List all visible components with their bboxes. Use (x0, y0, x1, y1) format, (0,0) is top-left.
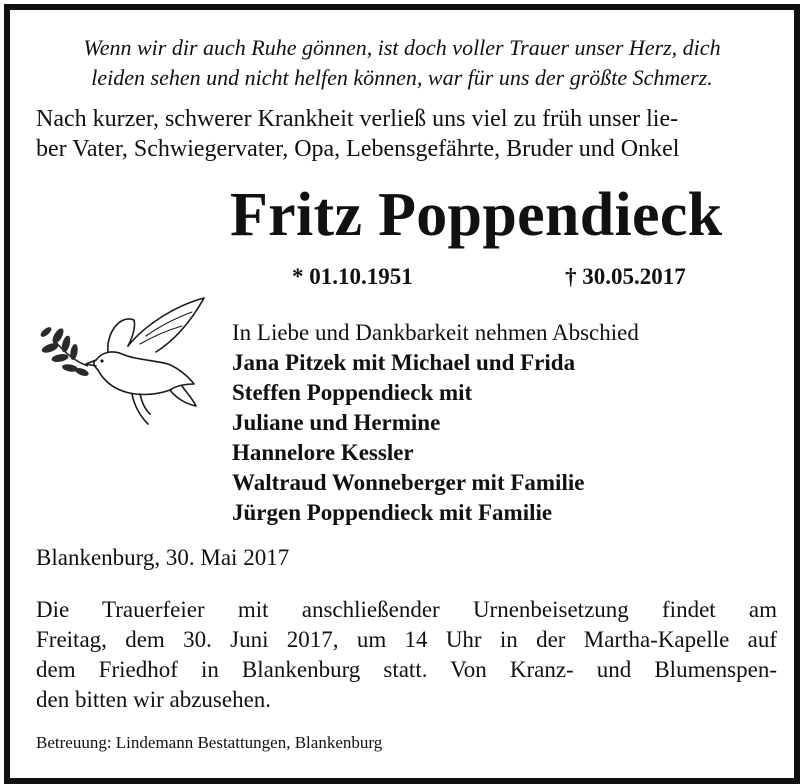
mourner-line: Hannelore Kessler (232, 440, 414, 465)
intro-line-1: Nach kurzer, schwerer Krankheit verließ uns viel zu früh unser lie- (36, 106, 679, 132)
funeral-service-info (36, 595, 777, 715)
service-line: den bitten wir abzusehen. (36, 687, 272, 712)
mourner-line: Jürgen Poppendieck mit Familie (232, 500, 553, 525)
mourner-line: Steffen Poppendieck mit (232, 380, 473, 405)
quote-line-2: leiden sehen und nicht helfen können, war für uns der größte Schmerz. (91, 65, 713, 90)
mourner-line: Jana Pitzek mit Michael und Frida (232, 350, 576, 375)
deceased-name: Fritz Poppendieck (230, 181, 723, 249)
mourners-heading: In Liebe und Dankbarkeit nehmen Abschied (232, 320, 639, 345)
service-line: dem Friedhof in Blankenburg statt. Von Kranz- und Blumenspen- (36, 657, 777, 682)
intro-line-2: ber Vater, Schwiegervater, Opa, Lebensgefährte, Bruder und Onkel (36, 136, 680, 162)
service-line: Die Trauerfeier mit anschließender Urnenbeisetzung findet am (36, 597, 777, 622)
obituary-frame (4, 4, 800, 784)
death-date: † 30.05.2017 (565, 264, 686, 289)
mourners-block (232, 318, 792, 528)
quote-line-1: Wenn wir dir auch Ruhe gönnen, ist doch voller Trauer unser Herz, dich (83, 35, 721, 60)
dove-with-olive-branch-icon (36, 286, 216, 436)
mourner-line: Juliane und Hermine (232, 410, 441, 435)
birth-date: * 01.10.1951 (292, 264, 413, 289)
funeral-home-credit: Betreuung: Lindemann Bestattungen, Blankenburg (36, 733, 383, 752)
service-line: Freitag, dem 30. Juni 2017, um 14 Uhr in der Martha-Kapelle auf (36, 627, 777, 652)
mourner-line: Waltraud Wonneberger mit Familie (232, 470, 585, 495)
place-and-date: Blankenburg, 30. Mai 2017 (36, 545, 290, 570)
